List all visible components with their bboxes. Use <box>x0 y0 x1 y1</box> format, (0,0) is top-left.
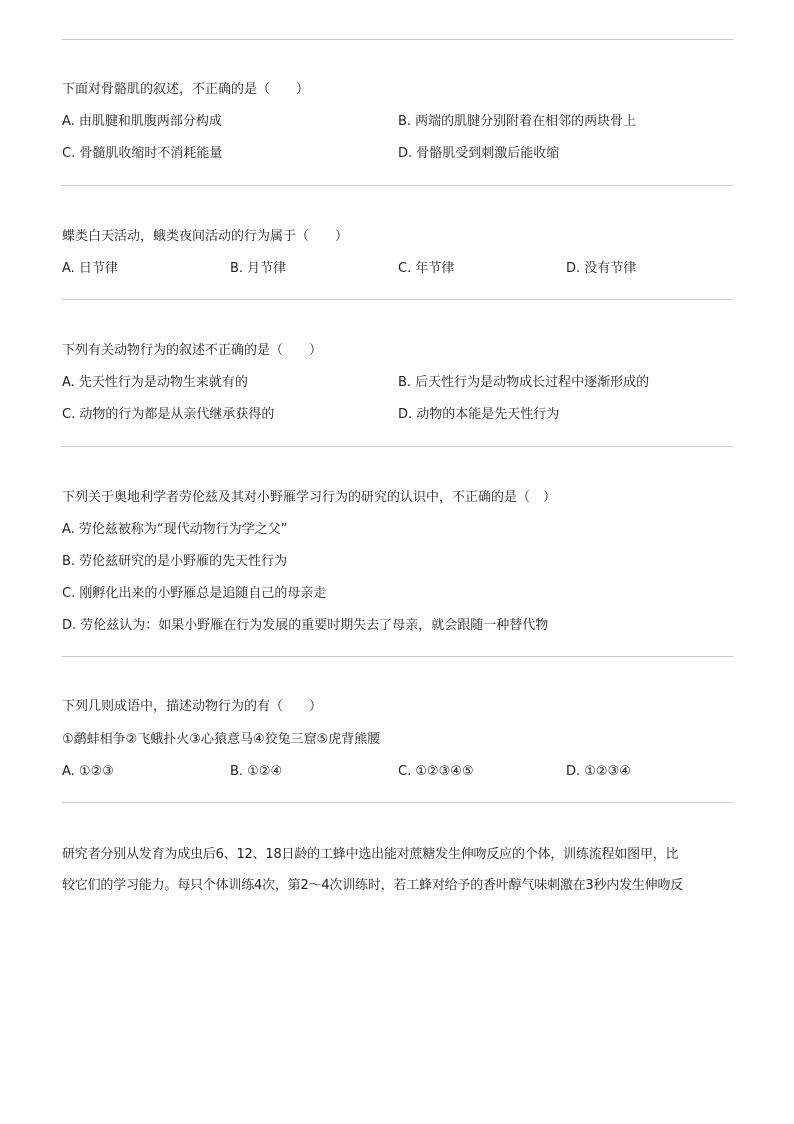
passage-line: 较它们的学习能力。每只个体训练4次，第2～4次训练时，若工蜂对给予的香叶醇气味刺激在3秒内发生伸吻反 <box>62 878 684 893</box>
question-stem: 下列关于奥地利学者劳伦兹及其对小野雁学习行为的研究的认识中，不正确的是（ ） <box>62 490 557 505</box>
option-c[interactable]: C. 动物的行为都是从亲代继承获得的 <box>62 407 275 422</box>
divider <box>62 39 733 40</box>
question-subtext: ①鹬蚌相争②飞蛾扑火③心猿意马④狡兔三窟⑤虎背熊腰 <box>62 732 381 747</box>
option-d[interactable]: D. ①②③④ <box>566 764 631 779</box>
question-stem: 下面对骨骼肌的叙述，不正确的是（ ） <box>62 82 310 97</box>
option-b[interactable]: B. 后天性行为是动物成长过程中逐渐形成的 <box>398 375 650 390</box>
option-d[interactable]: D. 动物的本能是先天性行为 <box>398 407 560 422</box>
option-b[interactable]: B. ①②④ <box>230 764 283 779</box>
option-b[interactable]: B. 劳伦兹研究的是小野雁的先天性行为 <box>62 554 288 569</box>
passage-line: 研究者分别从发育为成虫后6、12、18日龄的工蜂中选出能对蔗糖发生伸吻反应的个体，训练流程如图甲，比 <box>62 847 679 862</box>
option-c[interactable]: C. 年节律 <box>398 261 455 276</box>
option-a[interactable]: A. 先天性行为是动物生来就有的 <box>62 375 248 390</box>
option-b[interactable]: B. 月节律 <box>230 261 287 276</box>
option-a[interactable]: A. ①②③ <box>62 764 114 779</box>
option-d[interactable]: D. 骨骼肌受到刺激后能收缩 <box>398 146 560 161</box>
question-stem: 蝶类白天活动，蛾类夜间活动的行为属于（ ） <box>62 229 349 244</box>
question-stem: 下列有关动物行为的叙述不正确的是（ ） <box>62 343 323 358</box>
option-b[interactable]: B. 两端的肌腱分别附着在相邻的两块骨上 <box>398 114 637 129</box>
option-d[interactable]: D. 没有节律 <box>566 261 637 276</box>
divider <box>62 299 733 300</box>
option-d[interactable]: D. 劳伦兹认为：如果小野雁在行为发展的重要时期失去了母亲，就会跟随一种替代物 <box>62 618 549 633</box>
option-c[interactable]: C. ①②③④⑤ <box>398 764 474 779</box>
option-c[interactable]: C. 骨髓肌收缩时不消耗能量 <box>62 146 223 161</box>
option-a[interactable]: A. 劳伦兹被称为“现代动物行为学之父” <box>62 522 288 537</box>
option-a[interactable]: A. 日节律 <box>62 261 118 276</box>
divider <box>62 802 733 803</box>
question-stem: 下列几则成语中，描述动物行为的有（ ） <box>62 699 323 714</box>
option-a[interactable]: A. 由肌腱和肌腹两部分构成 <box>62 114 222 129</box>
divider <box>62 185 733 186</box>
option-c[interactable]: C. 刚孵化出来的小野雁总是追随自己的母亲走 <box>62 586 327 601</box>
divider <box>62 446 733 447</box>
divider <box>62 656 733 657</box>
